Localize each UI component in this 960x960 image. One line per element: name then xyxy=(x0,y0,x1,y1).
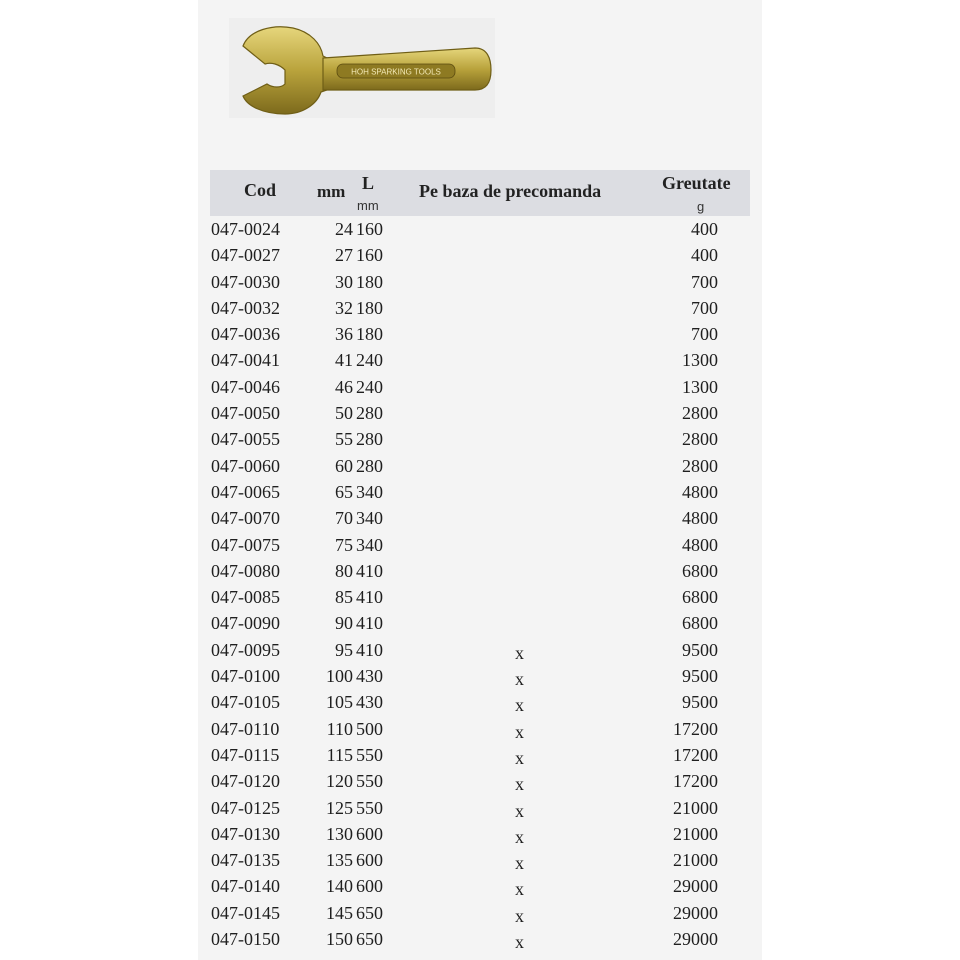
table-row xyxy=(210,742,750,768)
cell-cod: 047-0027 xyxy=(211,245,280,266)
cell-greutate: 9500 xyxy=(682,639,718,660)
cell-greutate: 700 xyxy=(691,297,718,318)
cell-mm: 30 xyxy=(335,271,353,292)
cell-mm: 100 xyxy=(326,666,353,687)
cell-greutate: 1300 xyxy=(682,350,718,371)
cell-mm: 46 xyxy=(335,376,353,397)
cell-mm: 27 xyxy=(335,245,353,266)
cell-precomanda: x xyxy=(515,669,524,690)
cell-greutate: 17200 xyxy=(673,771,718,792)
cell-mm: 36 xyxy=(335,324,353,345)
cell-l: 650 xyxy=(356,902,383,923)
cell-l: 410 xyxy=(356,613,383,634)
table-row xyxy=(210,532,750,558)
cell-mm: 75 xyxy=(335,534,353,555)
table-row xyxy=(210,821,750,847)
cell-greutate: 4800 xyxy=(682,508,718,529)
cell-mm: 150 xyxy=(326,929,353,950)
cell-l: 280 xyxy=(356,403,383,424)
cell-l: 180 xyxy=(356,271,383,292)
cell-mm: 55 xyxy=(335,429,353,450)
table-row xyxy=(210,321,750,347)
cell-cod: 047-0100 xyxy=(211,666,280,687)
cell-greutate: 6800 xyxy=(682,560,718,581)
cell-greutate: 700 xyxy=(691,271,718,292)
cell-cod: 047-0055 xyxy=(211,429,280,450)
table-row xyxy=(210,242,750,268)
cell-cod: 047-0032 xyxy=(211,297,280,318)
cell-cod: 047-0135 xyxy=(211,850,280,871)
cell-cod: 047-0120 xyxy=(211,771,280,792)
cell-greutate: 9500 xyxy=(682,692,718,713)
cell-l: 550 xyxy=(356,797,383,818)
header-precomanda: Pe baza de precomanda xyxy=(419,181,602,201)
cell-l: 160 xyxy=(356,245,383,266)
cell-l: 180 xyxy=(356,297,383,318)
table-row xyxy=(210,295,750,321)
cell-greutate: 17200 xyxy=(673,744,718,765)
cell-cod: 047-0090 xyxy=(211,613,280,634)
table-row xyxy=(210,873,750,899)
cell-greutate: 29000 xyxy=(673,876,718,897)
cell-cod: 047-0060 xyxy=(211,455,280,476)
cell-mm: 85 xyxy=(335,587,353,608)
table-body xyxy=(210,216,750,952)
cell-greutate: 29000 xyxy=(673,902,718,923)
cell-l: 410 xyxy=(356,560,383,581)
cell-precomanda: x xyxy=(515,642,524,663)
header-greutate: Greutate xyxy=(662,173,731,193)
table-row xyxy=(210,926,750,952)
cell-cod: 047-0110 xyxy=(211,718,280,739)
cell-l: 410 xyxy=(356,639,383,660)
cell-precomanda: x xyxy=(515,932,524,953)
table-row xyxy=(210,347,750,373)
cell-l: 600 xyxy=(356,876,383,897)
cell-greutate: 2800 xyxy=(682,455,718,476)
cell-l: 240 xyxy=(356,350,383,371)
cell-mm: 70 xyxy=(335,508,353,529)
cell-cod: 047-0115 xyxy=(211,744,280,765)
cell-cod: 047-0024 xyxy=(211,219,280,239)
cell-l: 500 xyxy=(356,718,383,739)
cell-cod: 047-0150 xyxy=(211,929,280,950)
table-row xyxy=(210,795,750,821)
cell-precomanda: x xyxy=(515,721,524,742)
cell-greutate: 2800 xyxy=(682,429,718,450)
cell-mm: 65 xyxy=(335,481,353,502)
cell-precomanda: x xyxy=(515,800,524,821)
cell-l: 650 xyxy=(356,929,383,950)
cell-cod: 047-0030 xyxy=(211,271,280,292)
cell-l: 240 xyxy=(356,376,383,397)
product-image xyxy=(229,18,495,118)
cell-mm: 60 xyxy=(335,455,353,476)
table-row xyxy=(210,637,750,663)
cell-greutate: 6800 xyxy=(682,587,718,608)
cell-greutate: 700 xyxy=(691,324,718,345)
cell-precomanda: x xyxy=(515,695,524,716)
cell-l: 340 xyxy=(356,508,383,529)
cell-greutate: 400 xyxy=(691,245,718,266)
cell-cod: 047-0065 xyxy=(211,481,280,502)
cell-l: 430 xyxy=(356,666,383,687)
cell-greutate: 6800 xyxy=(682,613,718,634)
cell-cod: 047-0085 xyxy=(211,587,280,608)
cell-greutate: 17200 xyxy=(673,718,718,739)
table-row xyxy=(210,269,750,295)
header-cod: Cod xyxy=(244,180,277,200)
cell-l: 180 xyxy=(356,324,383,345)
cell-l: 340 xyxy=(356,481,383,502)
cell-precomanda: x xyxy=(515,879,524,900)
cell-mm: 32 xyxy=(335,297,353,318)
cell-mm: 135 xyxy=(326,850,353,871)
header-mm: mm xyxy=(317,182,346,201)
cell-cod: 047-0080 xyxy=(211,560,280,581)
cell-l: 340 xyxy=(356,534,383,555)
cell-cod: 047-0050 xyxy=(211,403,280,424)
cell-mm: 140 xyxy=(326,876,353,897)
cell-precomanda: x xyxy=(515,853,524,874)
spec-table xyxy=(210,170,750,952)
cell-cod: 047-0140 xyxy=(211,876,280,897)
cell-cod: 047-0036 xyxy=(211,324,280,345)
cell-mm: 50 xyxy=(335,403,353,424)
cell-greutate: 1300 xyxy=(682,376,718,397)
cell-l: 550 xyxy=(356,771,383,792)
cell-greutate: 400 xyxy=(691,219,718,239)
table-row xyxy=(210,663,750,689)
cell-cod: 047-0125 xyxy=(211,797,280,818)
table-row xyxy=(210,558,750,584)
cell-l: 280 xyxy=(356,429,383,450)
header-l-unit: mm xyxy=(357,198,379,213)
cell-mm: 24 xyxy=(335,219,353,239)
table-row xyxy=(210,453,750,479)
cell-mm: 90 xyxy=(335,613,353,634)
cell-l: 280 xyxy=(356,455,383,476)
table-row xyxy=(210,847,750,873)
table-row xyxy=(210,479,750,505)
table-header xyxy=(210,170,750,216)
cell-precomanda: x xyxy=(515,905,524,926)
cell-mm: 120 xyxy=(326,771,353,792)
cell-l: 600 xyxy=(356,850,383,871)
cell-greutate: 9500 xyxy=(682,666,718,687)
cell-mm: 41 xyxy=(335,350,353,371)
slogging-wrench-icon xyxy=(229,18,495,118)
cell-cod: 047-0041 xyxy=(211,350,280,371)
cell-l: 160 xyxy=(356,219,383,239)
cell-mm: 105 xyxy=(326,692,353,713)
table-row xyxy=(210,216,750,242)
cell-mm: 115 xyxy=(326,744,353,765)
cell-greutate: 29000 xyxy=(673,929,718,950)
cell-mm: 145 xyxy=(326,902,353,923)
wrench-engraving: HOH SPARKING TOOLS xyxy=(351,67,441,77)
cell-cod: 047-0046 xyxy=(211,376,280,397)
cell-cod: 047-0095 xyxy=(211,639,280,660)
cell-cod: 047-0070 xyxy=(211,508,280,529)
cell-cod: 047-0130 xyxy=(211,823,280,844)
cell-precomanda: x xyxy=(515,826,524,847)
table-row xyxy=(210,768,750,794)
cell-mm: 125 xyxy=(326,797,353,818)
table-row xyxy=(210,716,750,742)
cell-l: 550 xyxy=(356,744,383,765)
table-row xyxy=(210,610,750,636)
cell-cod: 047-0105 xyxy=(211,692,280,713)
table-row xyxy=(210,505,750,531)
cell-precomanda: x xyxy=(515,774,524,795)
cell-cod: 047-0145 xyxy=(211,902,280,923)
table-row xyxy=(210,400,750,426)
header-l: L xyxy=(362,173,375,193)
cell-mm: 95 xyxy=(335,639,353,660)
cell-cod: 047-0075 xyxy=(211,534,280,555)
table-row xyxy=(210,426,750,452)
cell-greutate: 4800 xyxy=(682,481,718,502)
cell-greutate: 21000 xyxy=(673,823,718,844)
header-greutate-unit: g xyxy=(697,199,705,214)
cell-mm: 130 xyxy=(326,823,353,844)
cell-greutate: 2800 xyxy=(682,403,718,424)
cell-greutate: 4800 xyxy=(682,534,718,555)
table-row xyxy=(210,900,750,926)
table-row xyxy=(210,689,750,715)
cell-l: 430 xyxy=(356,692,383,713)
cell-l: 410 xyxy=(356,587,383,608)
cell-greutate: 21000 xyxy=(673,850,718,871)
cell-greutate: 21000 xyxy=(673,797,718,818)
cell-mm: 110 xyxy=(326,718,353,739)
cell-l: 600 xyxy=(356,823,383,844)
cell-precomanda: x xyxy=(515,747,524,768)
table-row xyxy=(210,584,750,610)
table-row xyxy=(210,374,750,400)
cell-mm: 80 xyxy=(335,560,353,581)
